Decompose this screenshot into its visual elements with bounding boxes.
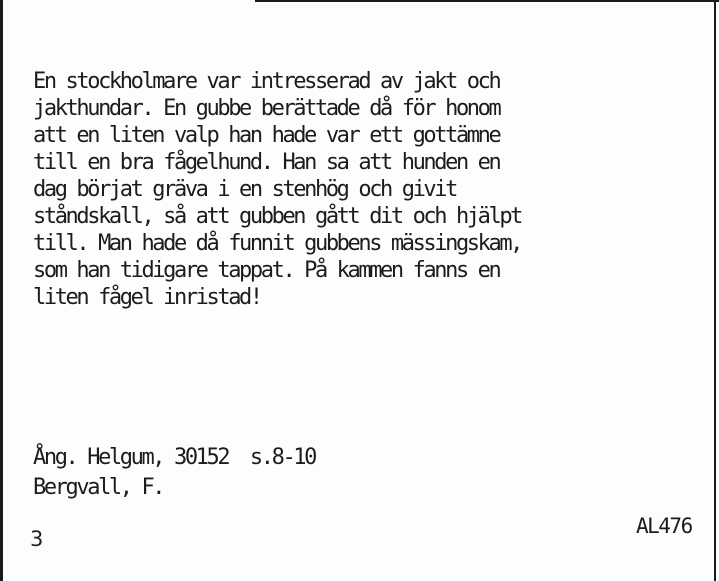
card-body-text — [33, 68, 521, 311]
body-line: liten fågel inristad! — [33, 285, 261, 310]
scan-border-top — [255, 0, 719, 2]
body-line: jakthundar. En gubbe berättade då för honom — [33, 96, 500, 121]
source-line: Ång. Helgum, 30152 s.8-10 — [33, 445, 315, 470]
body-line: ståndskall, så att gubben gått dit och hjälpt — [33, 204, 522, 229]
collector-name: Bergvall, F. — [33, 475, 164, 500]
body-line: dag börjat gräva i en stenhög och givit — [33, 177, 456, 202]
body-line: till. Man hade då funnit gubbens mässingskam, — [33, 231, 522, 256]
body-line: att en liten valp han hade var ett gottämne — [33, 123, 500, 148]
scan-border-right — [714, 0, 716, 581]
scan-border-left — [0, 0, 3, 581]
body-line: till en bra fågelhund. Han sa att hunden en — [33, 150, 500, 175]
source-reference — [33, 443, 315, 503]
body-line: som han tidigare tappat. På kammen fanns en — [33, 258, 500, 283]
archive-code: AL476 — [636, 514, 692, 538]
page-number: 3 — [30, 527, 44, 551]
body-line: En stockholmare var intresserad av jakt och — [33, 69, 500, 94]
